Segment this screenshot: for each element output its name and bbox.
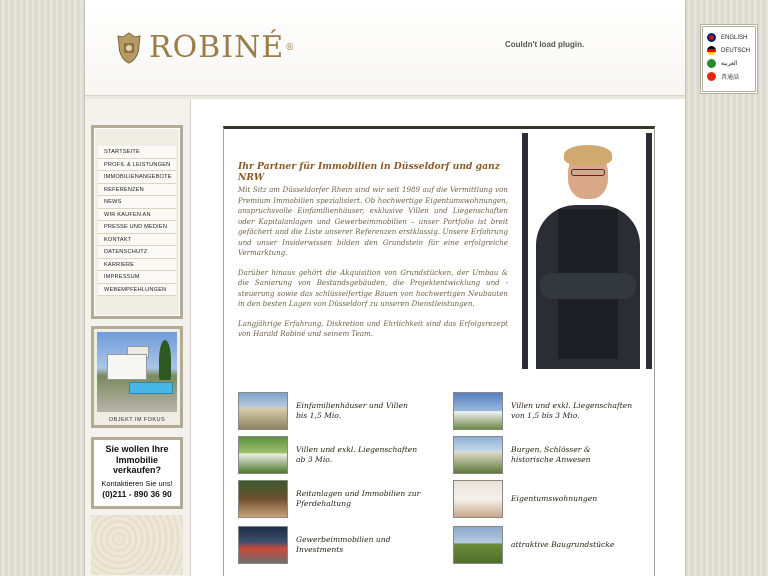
logo[interactable] xyxy=(115,30,294,66)
category-thumbnail[interactable] xyxy=(238,392,288,430)
language-label: DEUTSCH xyxy=(721,47,751,54)
house-shape xyxy=(107,354,147,380)
intro-paragraph: Langjährige Erfahrung, Diskretion und Ehrlichkeit sind das Erfolgsrezept von Harald Robiné und seinem Team. xyxy=(238,318,508,338)
category-label[interactable] xyxy=(511,445,591,465)
category-label-line2: von 1,5 bis 3 Mio. xyxy=(511,411,580,420)
page-main xyxy=(84,0,686,576)
sell-phone[interactable]: (0)211 - 890 36 90 xyxy=(102,488,172,499)
nav-item-startseite[interactable]: STARTSEITE xyxy=(98,146,176,159)
tree-shape xyxy=(159,340,171,380)
category-thumbnail[interactable] xyxy=(453,436,503,474)
category-item[interactable] xyxy=(238,391,438,431)
nav-item-kontakt[interactable]: KONTAKT xyxy=(98,234,176,247)
category-thumbnail[interactable] xyxy=(453,480,503,518)
saudi-flag-icon xyxy=(707,59,716,68)
featured-property-image[interactable] xyxy=(97,332,177,412)
portrait-hair xyxy=(564,145,612,165)
category-label-line1: Gewerbeimmobilien und Investments xyxy=(296,535,391,554)
language-label: ENGLISH xyxy=(721,34,748,41)
plugin-error-message: Couldn't load plugin. xyxy=(505,40,585,49)
nav-item-news[interactable]: NEWS xyxy=(98,196,176,209)
category-label[interactable] xyxy=(296,489,420,509)
sidebar xyxy=(85,99,191,576)
category-label[interactable] xyxy=(511,494,597,504)
category-item[interactable] xyxy=(238,479,438,519)
language-arabic[interactable] xyxy=(707,57,751,70)
category-label-line1: Villen und exkl. Liegenschaften xyxy=(511,401,633,410)
category-label-line1: attraktive Baugrundstücke xyxy=(511,540,615,549)
intro-paragraph: Mit Sitz am Düsseldorfer Rhein sind wir seit 1989 auf die Vermittlung von Premium Immobilien spezialisiert. Ob hochwertige Eigentumswohnungen, anspruchsvolle Einfamilienhäuser, exklusive Villen und Liegenschaften oder Kapitalanlagen und Gewerbeimmobilien – unser Portfolio ist breit gefächert und die Liste unserer Referenzen erstklassig. Unsere Erfahrung und unser Insiderwissen bilden den Grundstein für eine erfolgreiche Vermarktung. xyxy=(238,185,508,257)
nav-item-impressum[interactable]: IMPRESSUM xyxy=(98,271,176,284)
language-english[interactable] xyxy=(707,31,751,44)
category-label[interactable] xyxy=(511,540,614,550)
content-area xyxy=(223,126,655,576)
language-label: العربية xyxy=(721,61,738,67)
portrait-glasses xyxy=(571,169,605,176)
category-item[interactable] xyxy=(238,435,438,475)
category-label-line2: historische Anwesen xyxy=(511,455,591,464)
category-label[interactable] xyxy=(296,445,417,465)
china-flag-icon xyxy=(707,72,716,81)
nav-item-webempfehlungen[interactable]: WEBEMPFEHLUNGEN xyxy=(98,284,176,297)
category-item[interactable] xyxy=(453,391,653,431)
category-thumbnail[interactable] xyxy=(238,526,288,564)
category-label[interactable] xyxy=(511,401,632,421)
language-chinese[interactable] xyxy=(707,70,751,83)
category-label-line1: Eigentumswohnungen xyxy=(511,494,598,503)
crest-icon xyxy=(115,31,143,65)
germany-flag-icon xyxy=(707,46,716,55)
category-thumbnail[interactable] xyxy=(238,436,288,474)
nav-item-wir-kaufen-an[interactable]: WIR KAUFEN AN xyxy=(98,209,176,222)
category-label-line2: Pferdehaltung xyxy=(296,499,351,508)
sell-subtitle: Kontaktieren Sie uns! xyxy=(101,478,173,488)
sell-property-box[interactable] xyxy=(91,437,183,509)
language-label: 普通話 xyxy=(721,75,740,81)
category-label[interactable] xyxy=(296,535,438,555)
intro-text xyxy=(238,185,508,349)
language-deutsch[interactable] xyxy=(707,44,751,57)
category-label-line1: Burgen, Schlösser & xyxy=(511,445,591,454)
decorative-parchment xyxy=(91,515,183,575)
category-label-line2: ab 3 Mio. xyxy=(296,455,333,464)
left-background xyxy=(0,0,84,576)
category-item[interactable] xyxy=(453,479,653,519)
language-switcher xyxy=(700,24,758,94)
uk-flag-icon xyxy=(707,33,716,42)
category-item[interactable] xyxy=(238,525,438,565)
main-navigation xyxy=(91,125,183,319)
brand-name: ROBINÉ xyxy=(149,30,285,65)
sell-title: Sie wollen Ihre Immobilie verkaufen? xyxy=(105,444,169,475)
category-thumbnail[interactable] xyxy=(238,480,288,518)
featured-property-label: OBJEKT IM FOKUS xyxy=(108,417,166,423)
portrait-image xyxy=(522,133,652,369)
nav-item-referenzen[interactable]: REFERENZEN xyxy=(98,184,176,197)
category-thumbnail[interactable] xyxy=(453,526,503,564)
category-label-line1: Villen und exkl. Liegenschaften xyxy=(296,445,418,454)
category-label-line1: Reitanlagen und Immobilien zur xyxy=(296,489,421,498)
pool-shape xyxy=(129,382,173,394)
header xyxy=(85,0,685,96)
nav-item-karriere[interactable]: KARRIERE xyxy=(98,259,176,272)
nav-item-profil[interactable]: PROFIL & LEISTUNGEN xyxy=(98,159,176,172)
page-headline: Ihr Partner für Immobilien in Düsseldorf und ganz NRW xyxy=(238,161,500,183)
category-thumbnail[interactable] xyxy=(453,392,503,430)
portrait-arms xyxy=(540,273,636,299)
featured-property[interactable] xyxy=(91,326,183,428)
nav-item-presse[interactable]: PRESSE UND MEDIEN xyxy=(98,221,176,234)
category-label-line1: Einfamilienhäuser und Villen xyxy=(296,401,408,410)
nav-item-immobilienangebote[interactable]: IMMOBILIENANGEBOTE xyxy=(98,171,176,184)
category-label[interactable] xyxy=(296,401,408,421)
category-item[interactable] xyxy=(453,525,653,565)
registered-mark: ® xyxy=(285,43,295,53)
category-item[interactable] xyxy=(453,435,653,475)
category-label-line2: bis 1,5 Mio. xyxy=(296,411,342,420)
nav-item-datenschutz[interactable]: DATENSCHUTZ xyxy=(98,246,176,259)
intro-paragraph: Darüber hinaus gehört die Akquisition von Grundstücken, der Umbau & die Sanierung von Bestandsgebäuden, die Projektentwicklung und -steuerung sowie das schlüsselfertige Bauen von hochwertigen Neubauten in den besten Lagen von Düsseldorf zu unseren Dienstleistungen. xyxy=(238,267,508,308)
